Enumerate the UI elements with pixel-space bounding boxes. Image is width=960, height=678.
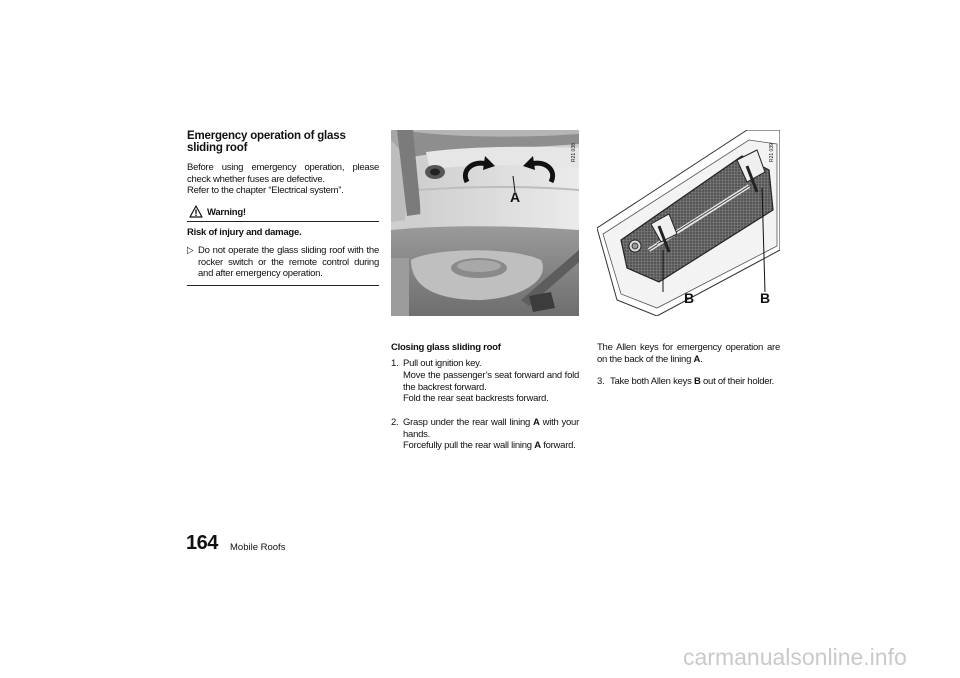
step-number: 2. — [391, 417, 399, 428]
section-name: Mobile Roofs — [230, 542, 286, 553]
info-paragraph: The Allen keys for emergency operation are on the back of the lining A. — [597, 342, 780, 365]
risk-statement: Risk of injury and damage. — [187, 227, 302, 238]
step-text: Grasp under the rear wall lining A with your hands. — [403, 417, 579, 440]
bullet-text: Do not operate the glass sliding roof with the rocker switch or the remote control during and after emergency operation. — [198, 245, 379, 280]
callout-label-b: B — [684, 290, 695, 306]
intro-paragraph: Before using emergency operation, please check whether fuses are defective. — [187, 162, 379, 185]
step-text: Pull out ignition key. — [403, 358, 482, 369]
divider — [187, 285, 379, 286]
callout-label-b: B — [760, 290, 771, 306]
warning-icon — [189, 205, 203, 218]
callout-label-a: A — [510, 189, 521, 205]
step-text: Forcefully pull the rear wall lining A forward. — [403, 440, 576, 451]
rear-wall-lining-photo — [391, 130, 579, 316]
subsection-heading: Closing glass sliding roof — [391, 342, 501, 353]
step-text: Take both Allen keys B out of their holder. — [610, 376, 775, 387]
section-heading: Emergency operation of glass sliding roof — [187, 130, 346, 154]
warning-label: Warning! — [207, 207, 246, 218]
chapter-reference: Refer to the chapter “Electrical system”. — [187, 185, 344, 196]
bullet-marker: ▷ — [187, 245, 194, 256]
watermark: carmanualsonline.info — [683, 644, 907, 670]
allen-keys-illustration — [597, 130, 780, 316]
page-number: 164 — [186, 532, 218, 554]
divider — [187, 221, 379, 222]
step-number: 3. — [597, 376, 605, 387]
step-text: Move the passenger’s seat forward and fold the backrest forward. — [403, 370, 579, 393]
step-number: 1. — [391, 358, 399, 369]
step-text: Fold the rear seat backrests forward. — [403, 393, 549, 404]
figure-code: R21 038 — [571, 143, 577, 162]
figure-code: R21 039 — [769, 143, 775, 162]
